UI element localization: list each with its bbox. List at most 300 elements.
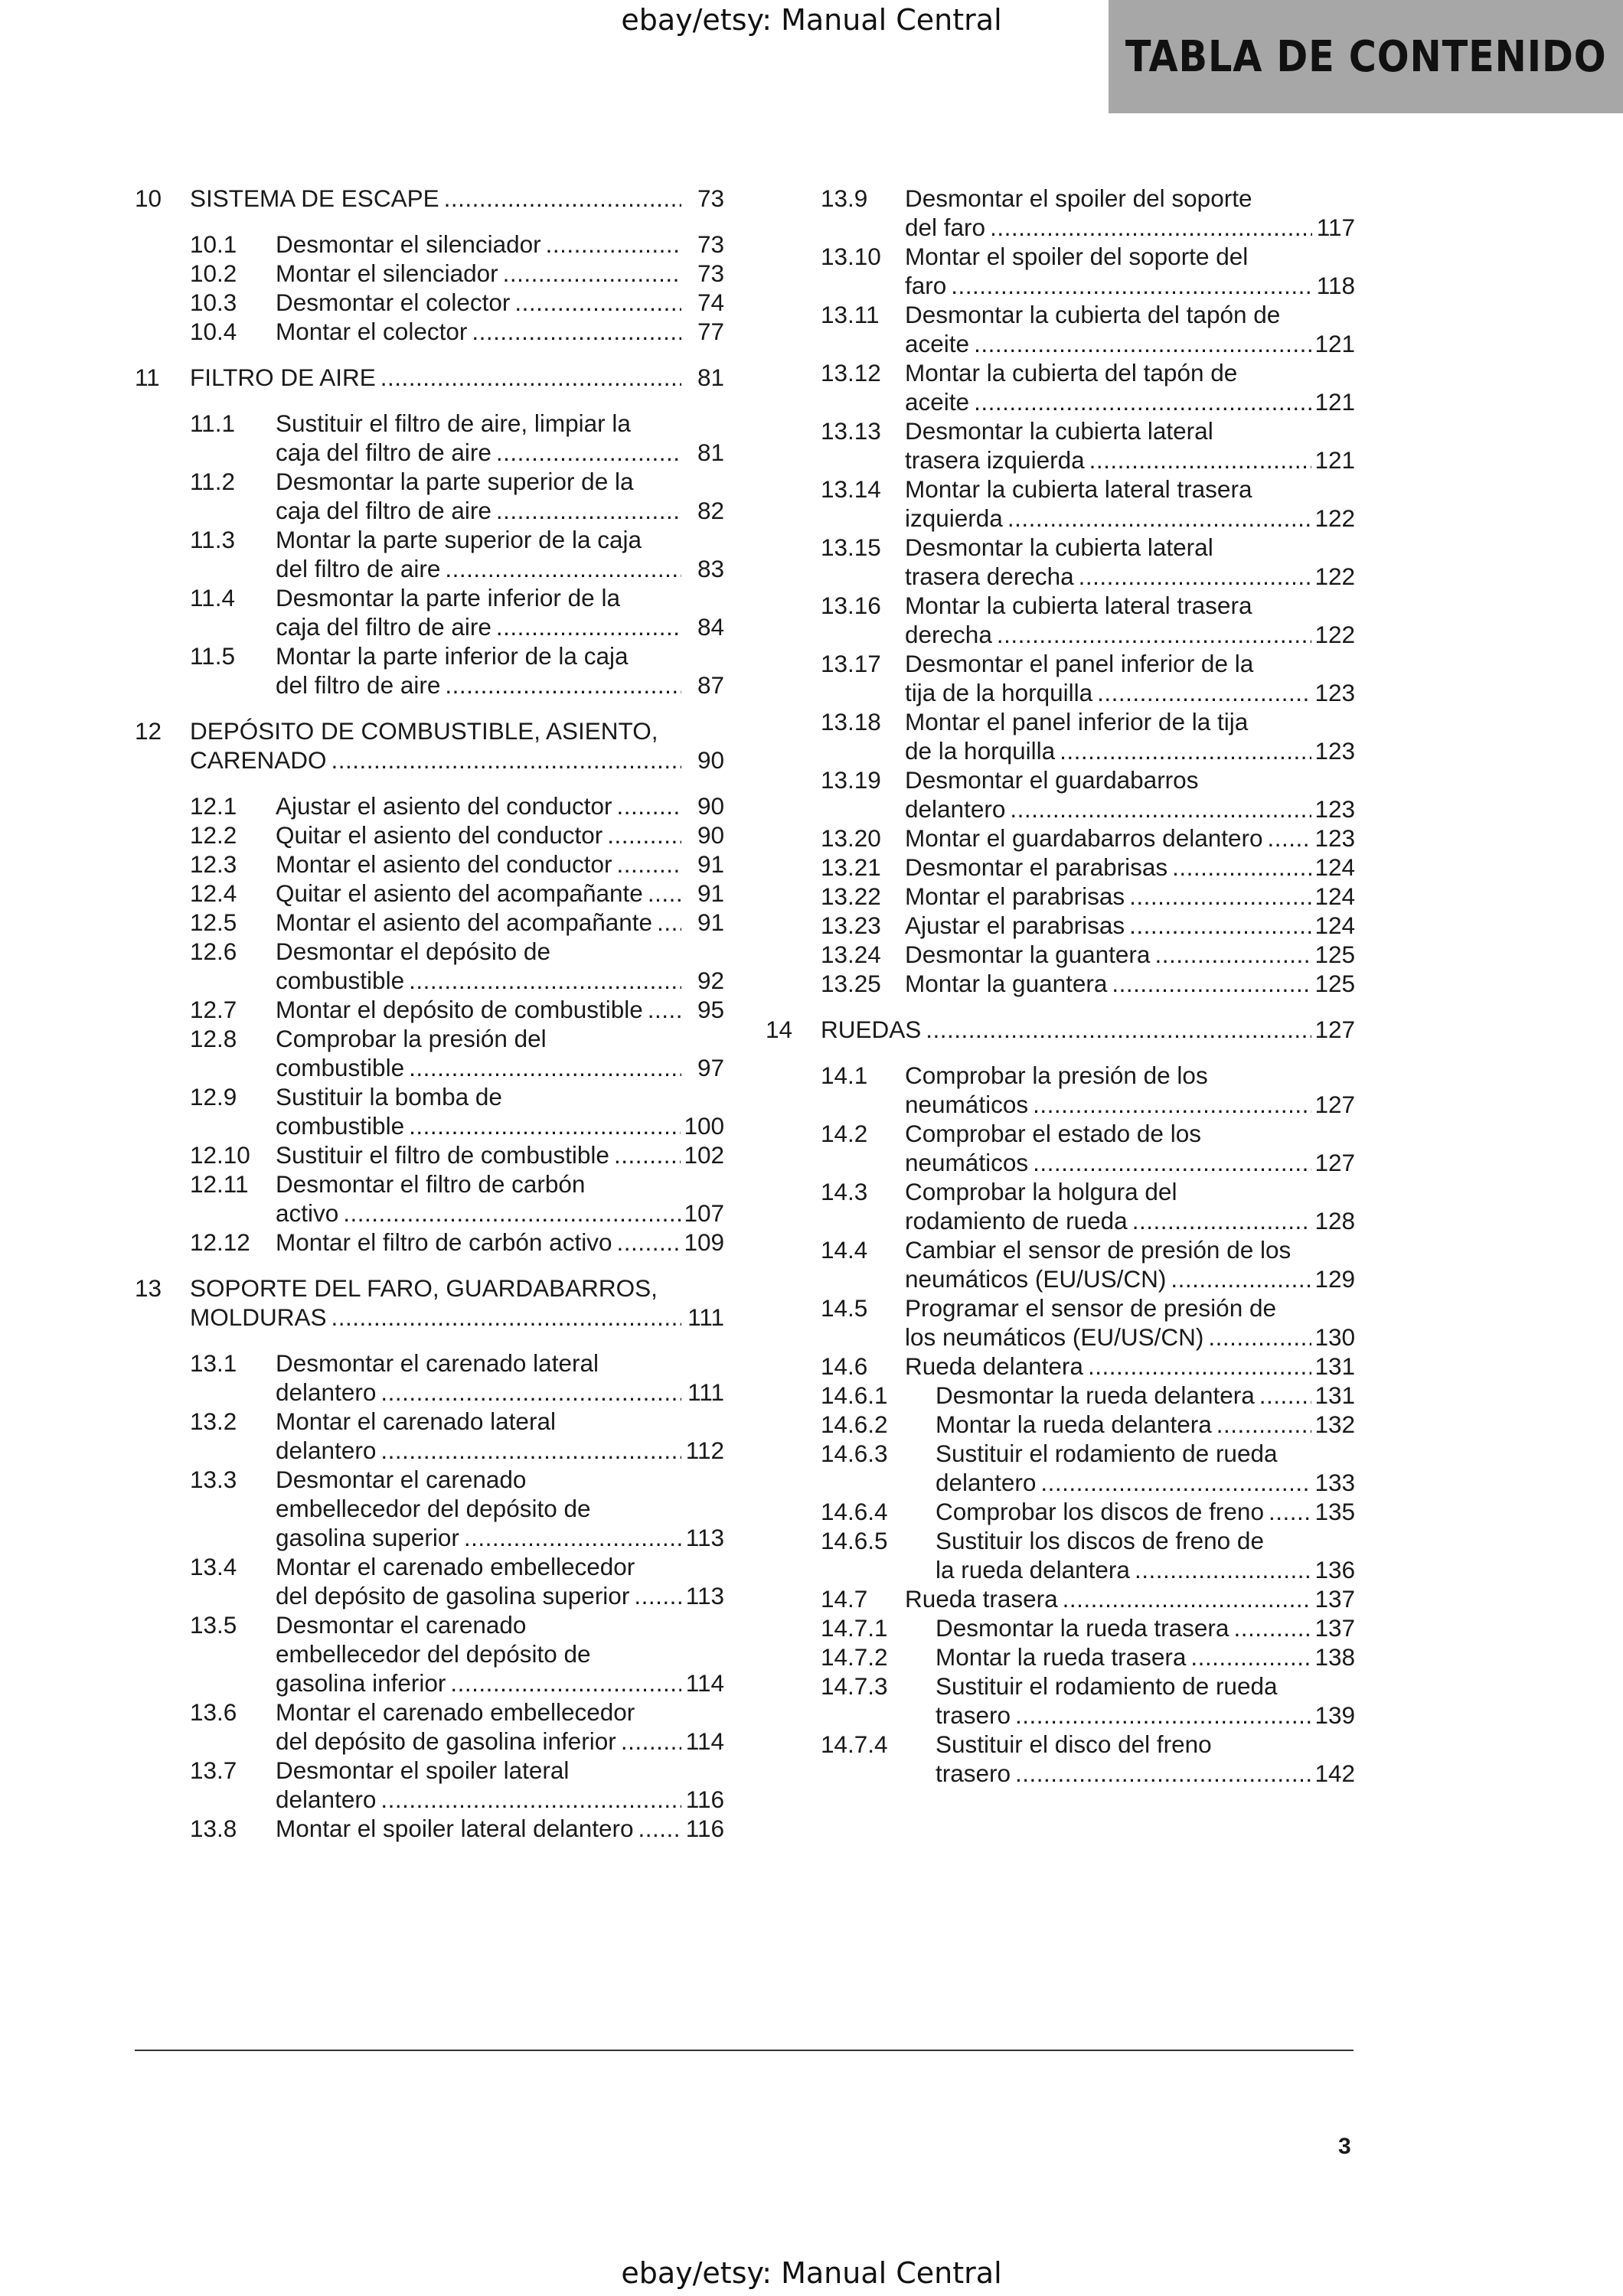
toc-entry-page: 127: [1314, 1149, 1355, 1176]
dot-leader: [1033, 1090, 1311, 1119]
toc-entry-page: 116: [685, 1815, 724, 1842]
toc-entry-page: 125: [1314, 941, 1355, 968]
dot-leader: [464, 1523, 681, 1552]
toc-entry-title: Montar el carenado embellecedor: [276, 1553, 635, 1580]
toc-entry[interactable]: [135, 259, 724, 288]
dot-leader: [409, 1111, 681, 1140]
toc-entry-number: 13.6: [190, 1698, 237, 1726]
toc-entry-number: 14.6.4: [821, 1498, 888, 1525]
toc-entry[interactable]: [135, 317, 724, 346]
dot-leader: [1097, 678, 1311, 707]
dot-leader: [616, 1228, 681, 1257]
toc-entry-title: de la horquilla: [905, 737, 1056, 765]
toc-entry[interactable]: [766, 911, 1355, 940]
toc-entry[interactable]: [135, 184, 724, 213]
dot-leader: [331, 745, 681, 775]
toc-entry-page: 122: [1314, 563, 1355, 590]
toc-entry-title: Desmontar el colector: [276, 289, 511, 316]
toc-entry[interactable]: [766, 1177, 1355, 1235]
toc-entry-title: Desmontar el carenado: [276, 1466, 527, 1493]
toc-entry-page: 122: [1314, 504, 1355, 532]
toc-entry-number: 13.16: [821, 592, 881, 619]
dot-leader: [1268, 823, 1312, 853]
dot-leader: [444, 184, 681, 213]
toc-entry[interactable]: [766, 1410, 1355, 1439]
toc-entry-title: Rueda delantera: [905, 1352, 1083, 1380]
toc-entry-number: 13.4: [190, 1553, 237, 1580]
toc-entry-title: neumáticos (EU/US/CN): [905, 1265, 1167, 1293]
toc-entry[interactable]: [135, 1756, 724, 1814]
toc-entry-number: 11.4: [190, 584, 235, 612]
toc-entry-number: 14.3: [821, 1178, 868, 1205]
toc-entry-page: 90: [697, 746, 724, 774]
toc-entry-title: combustible: [276, 967, 405, 994]
toc-entry-title: neumáticos: [905, 1149, 1029, 1176]
toc-entry-number: 11: [135, 364, 160, 391]
toc-entry-page: 127: [1314, 1016, 1355, 1043]
toc-entry[interactable]: [766, 940, 1355, 969]
toc-entry-title: gasolina superior: [276, 1524, 459, 1551]
dot-leader: [445, 670, 681, 700]
toc-entry[interactable]: [135, 409, 724, 467]
toc-entry[interactable]: [766, 1439, 1355, 1497]
toc-entry[interactable]: [766, 1352, 1355, 1381]
toc-entry-title: Montar el depósito de combustible: [276, 996, 643, 1023]
toc-entry-number: 13.21: [821, 853, 881, 881]
toc-entry-title: Desmontar el spoiler del soporte: [905, 184, 1252, 212]
toc-entry-page: 132: [1314, 1411, 1355, 1438]
dot-leader: [648, 879, 681, 908]
toc-entry-page: 125: [1314, 970, 1355, 997]
toc-entry-title: caja del filtro de aire: [276, 613, 491, 641]
toc-entry-page: 83: [697, 555, 724, 582]
toc-entry-title: Montar la parte inferior de la caja: [276, 642, 629, 670]
dot-leader: [1171, 1264, 1311, 1293]
toc-entry-page: 121: [1314, 388, 1355, 416]
toc-entry-page: 87: [697, 671, 724, 699]
toc-entry-page: 100: [684, 1112, 724, 1140]
toc-entry[interactable]: [766, 591, 1355, 649]
toc-entry-title: SISTEMA DE ESCAPE: [190, 184, 439, 212]
toc-entry-title: Montar el silenciador: [276, 259, 498, 287]
watermark-top: ebay/etsy: Manual Central: [621, 3, 1002, 37]
toc-entry-page: 111: [687, 1378, 724, 1406]
toc-entry-title: Comprobar los discos de freno: [936, 1498, 1264, 1525]
toc-entry-title: Sustituir el filtro de aire, limpiar la: [276, 409, 631, 437]
toc-entry-number: 14.7.2: [821, 1643, 888, 1671]
toc-entry[interactable]: [766, 1119, 1355, 1177]
toc-entry-number: 14.7.3: [821, 1672, 888, 1700]
toc-entry[interactable]: [135, 716, 724, 775]
toc-entry[interactable]: [135, 791, 724, 820]
dot-leader: [380, 1785, 681, 1814]
toc-entry-number: 11.2: [190, 468, 235, 495]
toc-entry[interactable]: [766, 184, 1355, 242]
toc-entry[interactable]: [135, 1082, 724, 1140]
toc-entry-title: Montar el carenado lateral: [276, 1407, 556, 1435]
toc-entry-page: 114: [685, 1669, 724, 1697]
toc-entry-number: 12.3: [190, 850, 237, 878]
toc-entry-title: MOLDURAS: [190, 1303, 327, 1331]
dot-leader: [343, 1199, 681, 1228]
toc-entry-title: Desmontar el filtro de carbón: [276, 1170, 586, 1198]
toc-entry-title: Sustituir el filtro de combustible: [276, 1141, 609, 1169]
toc-entry-title: trasero: [936, 1760, 1011, 1787]
toc-entry-page: 127: [1314, 1091, 1355, 1118]
toc-entry-title: Montar el parabrisas: [905, 882, 1125, 910]
toc-entry[interactable]: [135, 1349, 724, 1407]
toc-entry-page: 123: [1314, 795, 1355, 823]
toc-entry[interactable]: [766, 242, 1355, 300]
toc-entry-page: 73: [697, 259, 724, 287]
toc-entry[interactable]: [135, 1228, 724, 1257]
toc-entry-page: 73: [697, 230, 724, 258]
toc-entry[interactable]: [766, 1526, 1355, 1584]
toc-entry-title: Montar la cubierta lateral trasera: [905, 592, 1252, 619]
toc-entry-page: 128: [1314, 1207, 1355, 1234]
toc-entry[interactable]: [135, 1169, 724, 1228]
toc-entry-title: faro: [905, 272, 947, 299]
toc-entry-page: 137: [1314, 1585, 1355, 1613]
dot-leader: [990, 213, 1312, 242]
dot-leader: [1172, 853, 1311, 882]
toc-entry[interactable]: [766, 969, 1355, 998]
toc-entry-page: 123: [1314, 737, 1355, 765]
dot-leader: [1208, 1322, 1311, 1352]
toc-entry-title: Ajustar el asiento del conductor: [276, 792, 612, 820]
toc-entry-title: delantero: [276, 1378, 377, 1406]
toc-entry-number: 12.2: [190, 821, 237, 849]
toc-entry-number: 14.2: [821, 1120, 868, 1147]
dot-leader: [409, 966, 681, 995]
toc-entry[interactable]: [135, 879, 724, 908]
toc-entry-title: delantero: [276, 1786, 377, 1813]
toc-entry-number: 14.7.1: [821, 1614, 888, 1642]
dot-leader: [926, 1015, 1311, 1044]
toc-entry-number: 13.7: [190, 1756, 237, 1784]
toc-entry-number: 14.7: [821, 1585, 868, 1613]
toc-entry-title: delantero: [276, 1437, 377, 1464]
toc-entry-title: aceite: [905, 388, 970, 416]
dot-leader: [974, 387, 1311, 416]
toc-entry[interactable]: [766, 1730, 1355, 1788]
toc-entry-number: 13.12: [821, 359, 881, 386]
toc-entry-title: Montar el filtro de carbón activo: [276, 1228, 612, 1256]
toc-entry[interactable]: [766, 853, 1355, 882]
toc-entry-title: Sustituir el rodamiento de rueda: [936, 1440, 1278, 1467]
toc-entry-number: 13.1: [190, 1349, 237, 1377]
toc-entry-title: Desmontar el carenado: [276, 1611, 527, 1639]
toc-entry[interactable]: [766, 1642, 1355, 1671]
toc-entry[interactable]: [135, 1024, 724, 1082]
toc-entry[interactable]: [135, 641, 724, 700]
toc-entry-number: 14.6: [821, 1352, 868, 1380]
toc-entry[interactable]: [135, 1814, 724, 1843]
dot-leader: [1190, 1642, 1311, 1671]
dot-leader: [496, 496, 681, 525]
toc-entry-title: delantero: [936, 1469, 1037, 1496]
toc-entry-number: 14.6.3: [821, 1440, 888, 1467]
toc-entry[interactable]: [135, 937, 724, 995]
toc-entry[interactable]: [766, 300, 1355, 358]
dot-leader: [607, 820, 681, 850]
dot-leader: [1007, 504, 1312, 533]
toc-entry[interactable]: [135, 525, 724, 583]
toc-entry-title: Montar el spoiler lateral delantero: [276, 1815, 634, 1842]
toc-entry-number: 14.7.4: [821, 1730, 888, 1758]
toc-entry-title: combustible: [276, 1054, 405, 1081]
toc-entry-page: 81: [697, 364, 724, 391]
toc-entry-page: 97: [697, 1054, 724, 1081]
toc-entry-number: 13.14: [821, 475, 881, 503]
dot-leader: [974, 329, 1311, 358]
toc-entry-title: Quitar el asiento del acompañante: [276, 879, 643, 907]
toc-entry[interactable]: [766, 1061, 1355, 1119]
toc-entry-page: 73: [697, 184, 724, 212]
toc-entry[interactable]: [135, 1465, 724, 1552]
toc-entry-title: rodamiento de rueda: [905, 1207, 1128, 1234]
toc-entry-number: 12: [135, 717, 162, 745]
toc-entry[interactable]: [135, 1698, 724, 1756]
toc-entry[interactable]: [766, 882, 1355, 911]
dot-leader: [1033, 1148, 1311, 1177]
toc-entry[interactable]: [766, 1584, 1355, 1613]
toc-entry[interactable]: [766, 533, 1355, 591]
toc-entry[interactable]: [135, 467, 724, 525]
toc-entry-title: trasera izquierda: [905, 446, 1085, 474]
dot-leader: [1129, 882, 1311, 911]
toc-entry[interactable]: [135, 995, 724, 1024]
toc-entry-number: 12.1: [190, 792, 237, 820]
toc-entry-title: Montar el spoiler del soporte del: [905, 243, 1249, 270]
dot-leader: [450, 1668, 681, 1698]
toc-entry-title: Montar el panel inferior de la tija: [905, 708, 1249, 735]
dot-leader: [546, 230, 681, 259]
toc-entry-title: Desmontar la cubierta lateral: [905, 533, 1213, 561]
toc-entry-title: Montar la guantera: [905, 970, 1108, 997]
toc-entry-page: 113: [685, 1524, 724, 1551]
toc-entry[interactable]: [135, 820, 724, 850]
toc-entry[interactable]: [766, 765, 1355, 823]
toc-entry-title: del depósito de gasolina superior: [276, 1582, 630, 1609]
toc-entry-title: combustible: [276, 1112, 405, 1140]
toc-left-column: [135, 184, 724, 1843]
dot-leader: [514, 288, 681, 317]
toc-entry-page: 90: [697, 792, 724, 820]
dot-leader: [617, 850, 681, 879]
toc-entry-number: 12.8: [190, 1025, 237, 1052]
toc-entry-title: Desmontar el parabrisas: [905, 853, 1168, 881]
toc-entry-page: 123: [1314, 824, 1355, 852]
toc-entry-title: derecha: [905, 621, 992, 648]
dot-leader: [634, 1581, 681, 1610]
dot-leader: [638, 1814, 681, 1843]
toc-entry-title: embellecedor del depósito de: [276, 1640, 591, 1668]
dot-leader: [1259, 1381, 1312, 1410]
dot-leader: [1135, 1555, 1311, 1584]
toc-entry-page: 77: [697, 318, 724, 345]
toc-entry-title: Desmontar el guardabarros: [905, 766, 1199, 794]
toc-right-column: [766, 184, 1355, 1788]
toc-entry[interactable]: [135, 583, 724, 641]
toc-entry-title: delantero: [905, 795, 1006, 823]
toc-entry-title: trasero: [936, 1701, 1011, 1729]
toc-entry[interactable]: [766, 1497, 1355, 1526]
toc-entry-title: tija de la horquilla: [905, 679, 1093, 706]
toc-entry-page: 92: [697, 967, 724, 994]
toc-entry-title: Desmontar la parte superior de la: [276, 468, 634, 495]
toc-entry-number: 14: [766, 1016, 793, 1043]
toc-entry[interactable]: [766, 1671, 1355, 1730]
toc-entry-title: Sustituir el disco del freno: [936, 1730, 1212, 1758]
toc-entry[interactable]: [766, 1381, 1355, 1410]
toc-entry-number: 10.1: [190, 230, 237, 258]
toc-entry-title: del filtro de aire: [276, 671, 441, 699]
dot-leader: [657, 908, 681, 937]
toc-entry-number: 13.2: [190, 1407, 237, 1435]
toc-entry-title: activo: [276, 1199, 339, 1227]
toc-entry[interactable]: [766, 416, 1355, 475]
dot-leader: [614, 1140, 681, 1169]
toc-entry-title: Desmontar la cubierta del tapón de: [905, 301, 1281, 328]
toc-entry-title: Comprobar la presión del: [276, 1025, 547, 1052]
toc-entry-page: 137: [1314, 1614, 1355, 1642]
toc-entry-page: 118: [1316, 272, 1355, 299]
toc-entry-page: 121: [1314, 330, 1355, 357]
toc-entry[interactable]: [135, 1407, 724, 1465]
toc-entry[interactable]: [766, 475, 1355, 533]
toc-entry[interactable]: [135, 288, 724, 317]
toc-entry-number: 14.6.1: [821, 1381, 888, 1409]
toc-entry-title: Montar el colector: [276, 318, 468, 345]
toc-entry-page: 124: [1314, 882, 1355, 910]
toc-entry-title: Comprobar el estado de los: [905, 1120, 1201, 1147]
toc-entry-number: 12.12: [190, 1228, 250, 1256]
toc-entry-page: 113: [685, 1582, 724, 1609]
toc-entry-number: 10: [135, 184, 162, 212]
toc-entry[interactable]: [766, 823, 1355, 853]
dot-leader: [1063, 1584, 1312, 1613]
toc-entry[interactable]: [135, 1140, 724, 1169]
toc-entry-title: Montar el guardabarros delantero: [905, 824, 1263, 852]
toc-entry-number: 13.18: [821, 708, 881, 735]
toc-entry-page: 124: [1314, 853, 1355, 881]
toc-entry-page: 91: [697, 908, 724, 936]
toc-entry-page: 124: [1314, 912, 1355, 939]
toc-entry-title: Montar el asiento del conductor: [276, 850, 612, 878]
dot-leader: [1216, 1410, 1312, 1439]
toc-entry-title: Montar la parte superior de la caja: [276, 526, 642, 553]
toc-entry-page: 91: [697, 879, 724, 907]
toc-entry-page: 102: [684, 1141, 724, 1169]
toc-entry-number: 13.20: [821, 824, 881, 852]
toc-entry-number: 10.3: [190, 289, 237, 316]
toc-entry[interactable]: [766, 649, 1355, 707]
toc-entry-page: 136: [1314, 1556, 1355, 1583]
toc-entry-number: 13: [135, 1274, 162, 1302]
toc-entry-title: del depósito de gasolina inferior: [276, 1727, 616, 1755]
toc-entry-title: caja del filtro de aire: [276, 439, 491, 466]
toc-entry-title: Desmontar la rueda delantera: [936, 1381, 1255, 1409]
toc-entry-number: 13.24: [821, 941, 881, 968]
toc-entry[interactable]: [766, 358, 1355, 416]
toc-entry-page: 133: [1314, 1469, 1355, 1496]
dot-leader: [1233, 1613, 1311, 1642]
dot-leader: [1079, 562, 1312, 591]
section-header-banner: [1109, 0, 1623, 113]
toc-entry-title: Programar el sensor de presión de: [905, 1294, 1277, 1322]
toc-entry-title: del faro: [905, 214, 986, 241]
toc-entry[interactable]: [766, 1015, 1355, 1044]
toc-entry-page: 131: [1314, 1352, 1355, 1380]
toc-entry-page: 112: [685, 1437, 724, 1464]
toc-entry-page: 129: [1314, 1265, 1355, 1293]
toc-entry-title: Desmontar el spoiler lateral: [276, 1756, 570, 1784]
toc-entry-page: 131: [1314, 1381, 1355, 1409]
toc-entry[interactable]: [135, 363, 724, 392]
dot-leader: [1088, 1352, 1312, 1381]
toc-entry[interactable]: [766, 1613, 1355, 1642]
toc-entry-title: Sustituir la bomba de: [276, 1083, 502, 1110]
toc-entry[interactable]: [135, 1274, 724, 1332]
toc-entry-number: 13.5: [190, 1611, 237, 1639]
toc-entry[interactable]: [766, 1293, 1355, 1352]
toc-entry-number: 13.3: [190, 1466, 237, 1493]
toc-entry[interactable]: [135, 908, 724, 937]
toc-entry[interactable]: [135, 1610, 724, 1698]
dot-leader: [445, 554, 681, 583]
toc-entry-number: 12.9: [190, 1083, 237, 1110]
toc-entry-title: DEPÓSITO DE COMBUSTIBLE, ASIENTO,: [190, 717, 658, 745]
toc-entry-title: Cambiar el sensor de presión de los: [905, 1236, 1292, 1264]
dot-leader: [1089, 445, 1312, 475]
toc-entry-number: 13.23: [821, 912, 881, 939]
toc-entry-number: 13.8: [190, 1815, 237, 1842]
toc-entry-page: 84: [697, 613, 724, 641]
toc-entry-number: 13.9: [821, 184, 868, 212]
toc-entry-number: 13.15: [821, 533, 881, 561]
dot-leader: [409, 1053, 681, 1082]
toc-entry-number: 14.4: [821, 1236, 868, 1264]
toc-entry-number: 13.17: [821, 650, 881, 677]
toc-entry[interactable]: [135, 850, 724, 879]
dot-leader: [617, 791, 681, 820]
toc-entry[interactable]: [135, 230, 724, 259]
dot-leader: [1154, 940, 1311, 969]
dot-leader: [1129, 911, 1311, 940]
toc-entry-page: 116: [685, 1786, 724, 1813]
toc-entry-title: Montar la rueda delantera: [936, 1411, 1212, 1438]
toc-entry-page: 91: [697, 850, 724, 878]
toc-entry-page: 82: [697, 497, 724, 524]
toc-entry-title: Montar la cubierta del tapón de: [905, 359, 1238, 386]
toc-entry-title: gasolina inferior: [276, 1669, 446, 1697]
dot-leader: [621, 1727, 681, 1756]
toc-entry[interactable]: [135, 1552, 724, 1610]
toc-entry-page: 142: [1314, 1760, 1355, 1787]
dot-leader: [648, 995, 681, 1024]
toc-entry-number: 11.1: [190, 409, 235, 437]
dot-leader: [496, 612, 681, 641]
toc-entry-number: 14.6.5: [821, 1527, 888, 1554]
dot-leader: [380, 1378, 681, 1407]
page-title: TABLA DE CONTENIDO: [1125, 31, 1607, 82]
dot-leader: [1040, 1468, 1311, 1497]
toc-entry-title: Comprobar la holgura del: [905, 1178, 1177, 1205]
toc-entry[interactable]: [766, 1235, 1355, 1293]
toc-entry-number: 14.6.2: [821, 1411, 888, 1438]
toc-entry[interactable]: [766, 707, 1355, 765]
